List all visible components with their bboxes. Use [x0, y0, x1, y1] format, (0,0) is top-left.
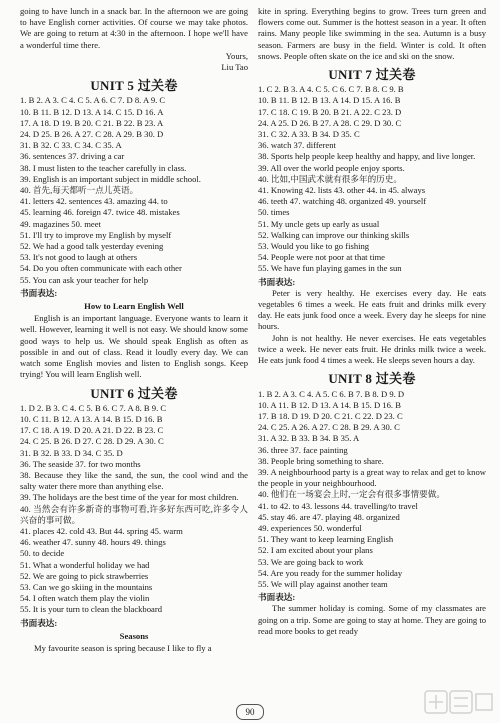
u8-line-0: 1. B 2. A 3. C 4. A 5. C 6. B 7. B 8. D 9. D	[258, 388, 405, 399]
u7-line-1: 10. B 11. B 12. B 13. A 14. D 15. A 16. B	[258, 95, 401, 106]
unit-7-title: UNIT 7 过关卷	[328, 67, 416, 83]
u8-line2-0: 40. 他们在一场宴会上时,一定会有很多事情要做。	[258, 489, 445, 500]
u6-writing-label: 书面表达:	[20, 617, 58, 628]
u6-line-0: 1. D 2. B 3. C 4. C 5. B 6. C 7. A 8. B 9. C	[20, 402, 167, 413]
right-column	[258, 6, 486, 637]
u8-line2-7: 54. Are you ready for the summer holiday	[258, 567, 403, 578]
u6-essay: My favourite season is spring because I like to fly a	[34, 642, 212, 653]
u6-line2-1: 46. weather 47. sunny 48. hours 49. things	[20, 537, 166, 548]
u7-line-3: 24. A 25. D 26. B 27. A 28. C 29. D 30. C	[258, 117, 402, 128]
u7-line-4: 31. C 32. A 33. B 34. D 35. C	[258, 129, 360, 140]
u5-writing-label: 书面表达:	[20, 287, 58, 298]
u5-line-12: 51. I'll try to improve my English by myself	[20, 229, 172, 240]
u7-answer-38: 38. Sports help people keep healthy and happy, and live longer.	[258, 151, 476, 162]
u5-line-3: 24. D 25. B 26. A 27. C 28. A 29. B 30. D	[20, 129, 164, 140]
u5-line-2: 17. A 18. D 19. B 20. C 21. B 22. B 23. A	[20, 117, 164, 128]
u6-line-4: 31. B 32. B 33. D 34. C 35. D	[20, 447, 123, 458]
u8-line2-1: 41. to 42. to 43. lessons 44. travelling/to travel	[258, 500, 418, 511]
u7-line2-1: 40. 比如,中国武术就有很多年的历史。	[258, 173, 402, 184]
u5-line-10: 45. learning 46. foreign 47. twice 48. mistakes	[20, 207, 180, 218]
u5-line-14: 53. It's not good to laugh at others	[20, 252, 138, 263]
u8-line2-2: 45. stay 46. are 47. playing 48. organized	[258, 511, 400, 522]
left-column	[20, 6, 248, 654]
u5-line-7: 39. English is an important subject in middle school.	[20, 173, 201, 184]
u8-line-5: 36. three 37. face painting	[258, 444, 348, 455]
u6-essay-title: Seasons	[119, 630, 149, 641]
u6-line2-4: 52. We are going to pick strawberries	[20, 570, 149, 581]
u5-line-4: 31. B 32. C 33. C 34. C 35. A	[20, 140, 122, 151]
u8-line2-4: 51. They want to keep learning English	[258, 534, 394, 545]
u6-line-1: 10. C 11. B 12. A 13. A 14. B 15. D 16. B	[20, 413, 163, 424]
u6-line2-7: 55. It is your turn to clean the blackboard	[20, 604, 162, 615]
u6-answer-40: 40. 当然会有许多新奇的事物可看,许多好东西可吃,许多令人兴奋的事可做。	[20, 503, 248, 525]
u6-answer-38: 38. Because they like the sand, the sun, the cool wind and the salty water there more than anything else.	[20, 469, 248, 492]
unit-5-title: UNIT 5 过关卷	[90, 78, 178, 94]
u8-line-2: 17. B 18. D 19. D 20. C 21. C 22. D 23. C	[258, 410, 403, 421]
u7-line2-5: 51. My uncle gets up early as usual	[258, 218, 380, 229]
u6-answer-39: 39. The holidays are the best time of the year for most children.	[20, 492, 239, 503]
u5-line-0: 1. B 2. A 3. C 4. C 5. A 6. C 7. D 8. A 9. C	[20, 95, 166, 106]
u7-line2-3: 46. teeth 47. watching 48. organized 49. yourself	[258, 196, 427, 207]
letter-sign-yours: Yours,	[225, 50, 248, 61]
u5-line-9: 41. letters 42. sentences 43. amazing 44. to	[20, 196, 168, 207]
u7-line-2: 17. C 18. C 19. B 20. B 21. A 22. C 23. D	[258, 106, 402, 117]
u7-line2-8: 54. People were not poor at that time	[258, 252, 385, 263]
u8-writing-label: 书面表达:	[258, 592, 296, 603]
u7-line-5: 36. watch 37. different	[258, 140, 336, 151]
letter-sign-name: Liu Tao	[221, 62, 248, 73]
u7-writing-label: 书面表达:	[258, 276, 296, 287]
u7-line2-7: 53. Would you like to go fishing	[258, 241, 370, 252]
u8-line2-3: 49. experiences 50. wonderful	[258, 522, 362, 533]
u8-essay: The summer holiday is coming. Some of my classmates are going on a trip. Some are going to stay at home. They are going to read more books to get ready	[258, 603, 487, 636]
u6-line2-3: 51. What a wonderful holiday we had	[20, 559, 150, 570]
u7-line2-4: 50. times	[258, 207, 290, 218]
u8-line2-6: 53. We are going back to work	[258, 556, 364, 567]
u8-line-4: 31. A 32. B 33. B 34. B 35. A	[258, 433, 360, 444]
u8-line-3: 24. C 25. A 26. A 27. C 28. B 29. A 30. C	[258, 422, 400, 433]
u7-line2-2: 41. Knowing 42. lists 43. other 44. in 45. always	[258, 185, 426, 196]
u5-line-15: 54. Do you often communicate with each other	[20, 263, 182, 274]
u6-line-5: 36. The seaside 37. for two months	[20, 458, 141, 469]
u5-line-5: 36. sentences 37. driving a car	[20, 151, 125, 162]
u6-line-3: 24. C 25. B 26. D 27. C 28. D 29. A 30. C	[20, 436, 164, 447]
u8-line2-5: 52. I am excited about your plans	[258, 545, 373, 556]
u8-line2-8: 55. We will play against another team	[258, 578, 388, 589]
u6-line2-5: 53. Can we go skiing in the mountains	[20, 581, 153, 592]
u7-line2-0: 39. All over the world people enjoy sports.	[258, 162, 405, 173]
u5-line-16: 55. You can ask your teacher for help	[20, 274, 149, 285]
u6-line2-0: 41. places 42. cold 43. But 44. spring 45. warm	[20, 525, 183, 536]
page-number: 90	[236, 704, 264, 720]
letter-ending: going to have lunch in a snack bar. In the afternoon we are going to have English corner activities. Of course we may take photos. We are going to return at 4:30 in the afternoon. I hope we'll have a wonderful time there.	[20, 6, 248, 50]
u6-line2-2: 50. to decide	[20, 548, 65, 559]
u7-line2-9: 55. We have fun playing games in the sun	[258, 263, 402, 274]
u5-line-11: 49. magazines 50. meet	[20, 218, 101, 229]
u7-line-0: 1. C 2. B 3. A 4. C 5. C 6. C 7. B 8. C 9. B	[258, 84, 404, 95]
u5-line-13: 52. We had a good talk yesterday evening	[20, 241, 164, 252]
u8-answer-39: 39. A neighbourhood party is a great way to relax and get to know the people in your neighbourhood.	[258, 466, 486, 489]
seasons-essay-continued: kite in spring. Everything begins to grow. Trees turn green and flowers come out. Summer is the hottest season in a year. It often rains. Many people like swimming in the sea. Autumn is a busy season. Farmers are busy in the field. Winter is cold. It often snows. People often skate on the ice and ski on the snow.	[258, 6, 486, 61]
u8-line-1: 10. A 11. B 12. D 13. A 14. B 15. D 16. B	[258, 399, 401, 410]
u5-line-1: 10. B 11. B 12. D 13. A 14. C 15. D 16. A	[20, 106, 164, 117]
u5-essay: English is an important language. Everyone wants to learn it well. However, learning it well is not easy. We should know some good ways to help us. We should speak English as often as possible in and out of class. Read it loudly every day. We can watch some English movies and listen to English songs. Keep trying! You will learn English well.	[20, 313, 248, 380]
u7-line2-6: 52. Walking can improve our thinking skills	[258, 229, 410, 240]
unit-6-title: UNIT 6 过关卷	[90, 385, 178, 401]
unit-8-title: UNIT 8 过关卷	[328, 371, 416, 387]
u6-line-2: 17. C 18. A 19. D 20. A 21. D 22. B 23. C	[20, 425, 164, 436]
u6-line2-6: 54. I often watch them play the violin	[20, 593, 150, 604]
watermark-logo-icon	[424, 690, 494, 718]
u7-essay-peter: Peter is very healthy. He exercises every day. He eats vegetables 6 times a week. He eats fruit and drinks milk every day. He eats junk food once a week. Every day he sleeps for nine hours.	[258, 287, 486, 332]
u5-essay-title: How to Learn English Well	[84, 301, 184, 312]
u7-essay-john: John is not healthy. He never exercises. He eats vegetables twice a week. He never eats fruit. He drinks milk twice a week. He eats junk food 4 times a week. He sleeps seven hours a day.	[258, 332, 486, 366]
u5-line-8: 40. 首先,每天都听一点儿英语。	[20, 185, 139, 196]
u5-line-6: 38. I must listen to the teacher carefully in class.	[20, 162, 187, 173]
u8-line-6: 38. People bring something to share.	[258, 455, 384, 466]
